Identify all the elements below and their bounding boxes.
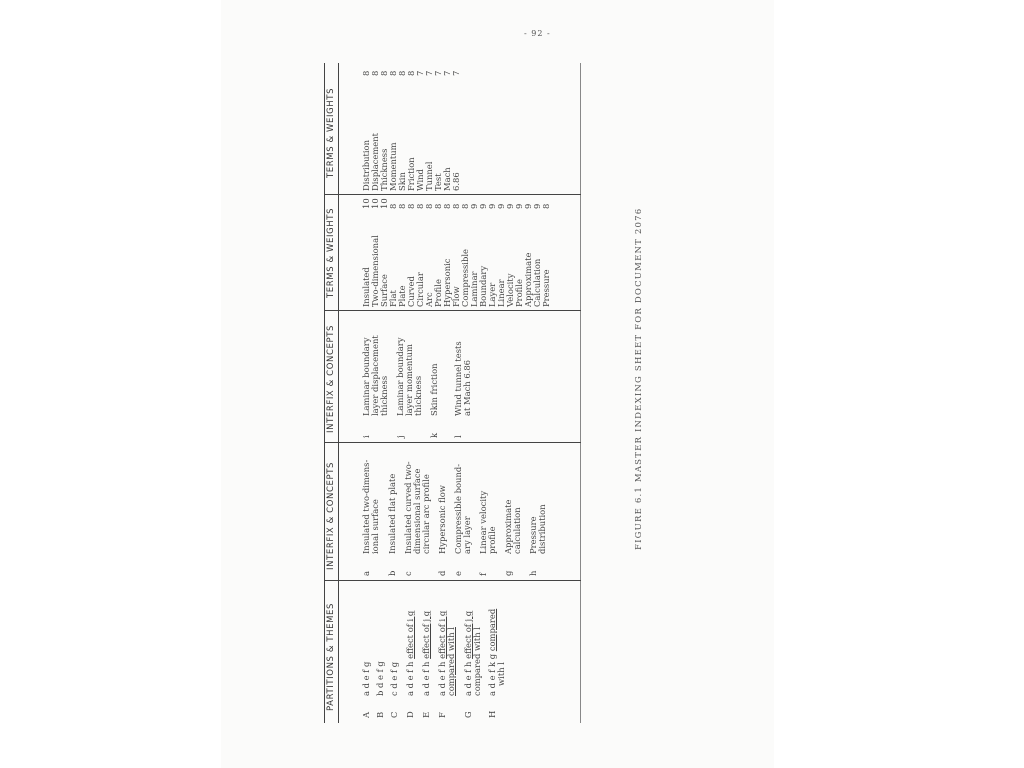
term: Velocity [505, 273, 515, 307]
weight: 9 [505, 203, 515, 209]
concept-row: fLinear velocity [478, 490, 488, 576]
header-interfix-left: INTERFIX & CONCEPTS [326, 462, 336, 570]
concept-row-continuation: ary layer [462, 516, 472, 554]
concept-row-continuation: ional surface [370, 499, 380, 554]
weight: 8 [388, 70, 398, 76]
weight: 9 [469, 203, 479, 209]
partitions-column [324, 583, 582, 718]
term: Skin [397, 172, 407, 191]
term: Momentum [388, 142, 398, 191]
weight: 7 [424, 70, 434, 76]
weight: 9 [523, 203, 533, 209]
page-number: - 92 - [524, 29, 551, 38]
weight: 7 [442, 70, 452, 76]
term: Calculation [532, 258, 542, 307]
indexing-table [324, 63, 582, 723]
header-terms-right: TERMS & WEIGHTS [326, 87, 336, 178]
term: Flat [388, 290, 398, 307]
partition-row: Ha d e f k g compared [487, 608, 497, 718]
concept-row-continuation: dimensional surface [412, 468, 422, 554]
weight: 8 [415, 203, 425, 209]
indexing-sheet [324, 63, 582, 723]
term: 6.86 [451, 172, 461, 191]
term: Tunnel [424, 161, 434, 191]
term: Displacement [370, 132, 380, 191]
column-divider-3 [324, 310, 581, 311]
terms-right-column [324, 66, 582, 191]
term: Test [433, 173, 443, 191]
concept-row-continuation: thickness [413, 375, 423, 416]
term: Arc [424, 292, 434, 307]
terms-left-column [324, 197, 582, 307]
column-divider-2 [324, 442, 581, 443]
concept-row-continuation: calculation [512, 507, 522, 554]
figure-caption-text: FIGURE 6.1 MASTER INDEXING SHEET FOR DOCUMENT 2076 [634, 207, 644, 550]
term: Surface [379, 274, 389, 307]
term: Distribution [361, 140, 371, 191]
weight: 8 [397, 70, 407, 76]
term: Layer [487, 282, 497, 307]
concept-row-continuation: circular arc profile [421, 474, 431, 554]
weight: 8 [406, 203, 416, 209]
weight: 8 [460, 203, 470, 209]
weight: 9 [514, 203, 524, 209]
weight: 8 [451, 203, 461, 209]
concept-row-continuation: distribution [537, 504, 547, 554]
partition-row: Da d e f h effect of i g [405, 610, 415, 718]
partition-row: Cc d e f g [389, 661, 399, 718]
partition-row: Ga d e f h effect of j g [463, 610, 473, 718]
column-divider-1 [324, 580, 581, 581]
partition-row-continuation: compared with l [446, 627, 456, 696]
concept-row: bInsulated flat plate [387, 473, 397, 576]
concept-row-continuation: thickness [379, 375, 389, 416]
term: Laminar [469, 271, 479, 307]
concepts-left-column [324, 446, 582, 576]
weight: 10 [379, 198, 389, 209]
term: Friction [406, 157, 416, 191]
weight: 8 [388, 203, 398, 209]
column-divider-4 [324, 194, 581, 195]
concept-row-continuation: at Mach 6.86 [462, 360, 472, 416]
weight: 8 [442, 203, 452, 209]
header-interfix-right: INTERFIX & CONCEPTS [326, 325, 336, 433]
weight: 10 [370, 198, 380, 209]
term: Flow [451, 286, 461, 307]
term: Wind [415, 169, 425, 191]
header-partitions: PARTITIONS & THEMES [326, 602, 336, 711]
term: Boundary [478, 265, 488, 307]
term: Hypersonic [442, 258, 452, 307]
term: Mach [442, 167, 452, 191]
term: Approximate [523, 252, 533, 307]
weight: 8 [379, 70, 389, 76]
weight: 8 [433, 203, 443, 209]
weight: 9 [532, 203, 542, 209]
term: Insulated [361, 267, 371, 307]
term: Plate [397, 285, 407, 307]
concept-row: jLaminar boundary [395, 337, 405, 438]
term: Curved [406, 276, 416, 307]
concept-row: hPressure [528, 516, 538, 576]
weight: 8 [424, 203, 434, 209]
concept-row-continuation: layer momentum [404, 343, 414, 416]
weight: 7 [433, 70, 443, 76]
term: Pressure [541, 269, 551, 307]
partition-row-continuation: with l [496, 662, 506, 686]
term: Linear [496, 279, 506, 307]
partition-row: Aa d e f g [361, 661, 371, 718]
concept-row: iLaminar boundary [361, 337, 371, 438]
concept-row: cInsulated curved two- [403, 461, 413, 576]
concepts-right-column [324, 313, 582, 438]
term: Profile [514, 279, 524, 307]
weight: 8 [541, 203, 551, 209]
concept-row: kSkin friction [429, 363, 439, 438]
header-terms-left: TERMS & WEIGHTS [326, 207, 336, 298]
concept-row: eCompressible bound- [453, 463, 463, 576]
concept-row: gApproximate [503, 499, 513, 576]
weight: 9 [487, 203, 497, 209]
term: Profile [433, 279, 443, 307]
term: Two-dimensional [370, 235, 380, 307]
concept-row: aInsulated two-dimens- [361, 459, 371, 576]
weight: 8 [406, 70, 416, 76]
partition-row: Ea d e f h effect of j g [421, 610, 431, 718]
concept-row-continuation: layer displacement [370, 335, 380, 416]
weight: 8 [370, 70, 380, 76]
partition-row-continuation: compared with l [472, 627, 482, 696]
weight: 9 [496, 203, 506, 209]
weight: 8 [397, 203, 407, 209]
weight: 10 [361, 198, 371, 209]
weight: 7 [415, 70, 425, 76]
concept-row-continuation: profile [487, 526, 497, 554]
partition-row: Bb d e f g [375, 661, 385, 718]
term: Compressible [460, 249, 470, 307]
weight: 8 [361, 70, 371, 76]
concept-row: lWind tunnel tests [453, 341, 463, 438]
term: Thickness [379, 148, 389, 191]
weight: 9 [478, 203, 488, 209]
term: Circular [415, 272, 425, 307]
weight: 7 [451, 70, 461, 76]
concept-row: dHypersonic flow [437, 485, 447, 576]
partition-row: Fa d e f h effect of i g [437, 610, 447, 718]
